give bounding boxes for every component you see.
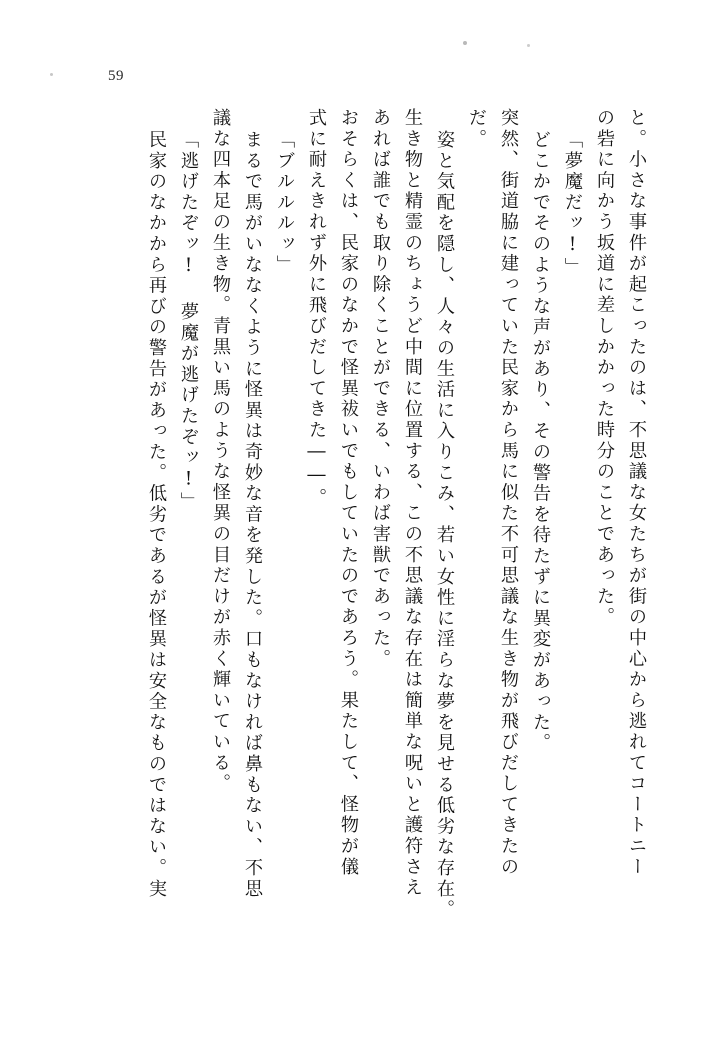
text-line: の砦に向かう坂道に差しかかった時分のことであった。 — [594, 108, 615, 628]
text-line: 民家のなかから再びの警告があった。低劣であるが怪異は安全なものではない。実 — [146, 130, 167, 900]
page-number: 59 — [108, 68, 124, 84]
text-line: 生き物と精霊のちょうど中間に位置する、この不思議な存在は簡単な呪いと護符さえ — [402, 108, 423, 899]
dust-speck — [527, 44, 530, 47]
text-line: だ。 — [466, 108, 487, 150]
text-line: どこかでそのような声があり、その警告を待たずに異変があった。 — [530, 130, 551, 754]
text-line: 「夢魔だッ!」 — [562, 130, 583, 279]
text-line: あれば誰でも取り除くことができる、いわば害獣であった。 — [370, 108, 391, 670]
text-line: 「ブルルルッ」 — [274, 130, 295, 276]
dust-speck — [463, 41, 467, 45]
text-line: まるで馬がいななくように怪異は奇妙な音を発した。口もなければ鼻もない、不思 — [242, 130, 263, 900]
text-line: 「逃げたぞッ! 夢魔が逃げたぞッ!」 — [178, 130, 199, 513]
text-line: 姿と気配を隠し、人々の生活に入りこみ、若い女性に淫らな夢を見せる低劣な存在。 — [434, 130, 455, 921]
text-line: と。小さな事件が起こったのは、不思議な女たちが街の中心から逃れてコートニー — [626, 108, 647, 878]
text-line: おそらくは、民家のなかで怪異祓いでもしていたのであろう。果たして、怪物が儀 — [338, 108, 359, 878]
text-line: 式に耐えきれず外に飛びだしてきた――。 — [306, 108, 327, 509]
body-text — [60, 108, 645, 994]
dust-speck — [50, 73, 53, 76]
text-line: 議な四本足の生き物。青黒い馬のような怪異の目だけが赤く輝いている。 — [210, 108, 231, 795]
text-line: 突然、街道脇に建っていた民家から馬に似た不可思議な生き物が飛びだしてきたの — [498, 108, 519, 878]
